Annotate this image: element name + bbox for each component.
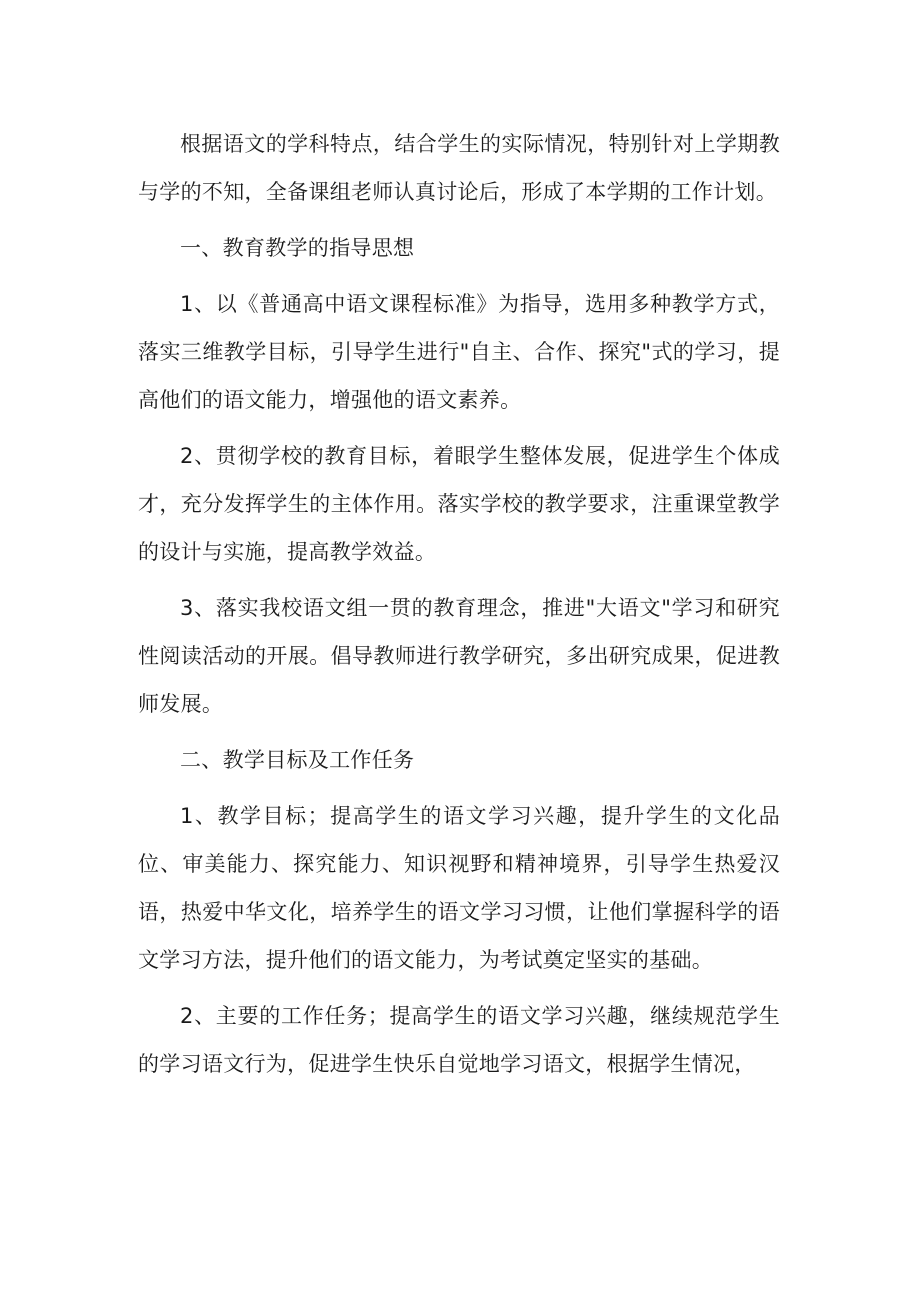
paragraph-guideline-1: 1、以《普通高中语文课程标准》为指导，选用多种教学方式，落实三维教学目标，引导学生进行"自主、合作、探究"式的学习，提高他们的语文能力，增强他的语文素养。 xyxy=(138,292,780,412)
document-body xyxy=(138,120,780,1096)
section-heading-guiding-ideology: 一、教育教学的指导思想 xyxy=(180,236,415,260)
paragraph-main-tasks: 2、主要的工作任务；提高学生的语文学习兴趣，继续规范学生的学习语文行为，促进学生快乐自觉地学习语文，根据学生情况， xyxy=(138,1004,780,1076)
intro-paragraph: 根据语文的学科特点，结合学生的实际情况，特别针对上学期教与学的不知，全备课组老师认真讨论后，形成了本学期的工作计划。 xyxy=(138,132,780,204)
section-heading-goals-tasks: 二、教学目标及工作任务 xyxy=(180,748,415,772)
paragraph-teaching-goals: 1、教学目标；提高学生的语文学习兴趣，提升学生的文化品位、审美能力、探究能力、知识视野和精神境界，引导学生热爱汉语，热爱中华文化，培养学生的语文学习习惯，让他们掌握科学的语文学习方法，提升他们的语文能力，为考试奠定坚实的基础。 xyxy=(138,804,780,972)
paragraph-guideline-3: 3、落实我校语文组一贯的教育理念，推进"大语文"学习和研究性阅读活动的开展。倡导教师进行教学研究，多出研究成果，促进教师发展。 xyxy=(138,596,780,716)
paragraph-guideline-2: 2、贯彻学校的教育目标，着眼学生整体发展，促进学生个体成才，充分发挥学生的主体作用。落实学校的教学要求，注重课堂教学的设计与实施，提高教学效益。 xyxy=(138,444,780,564)
